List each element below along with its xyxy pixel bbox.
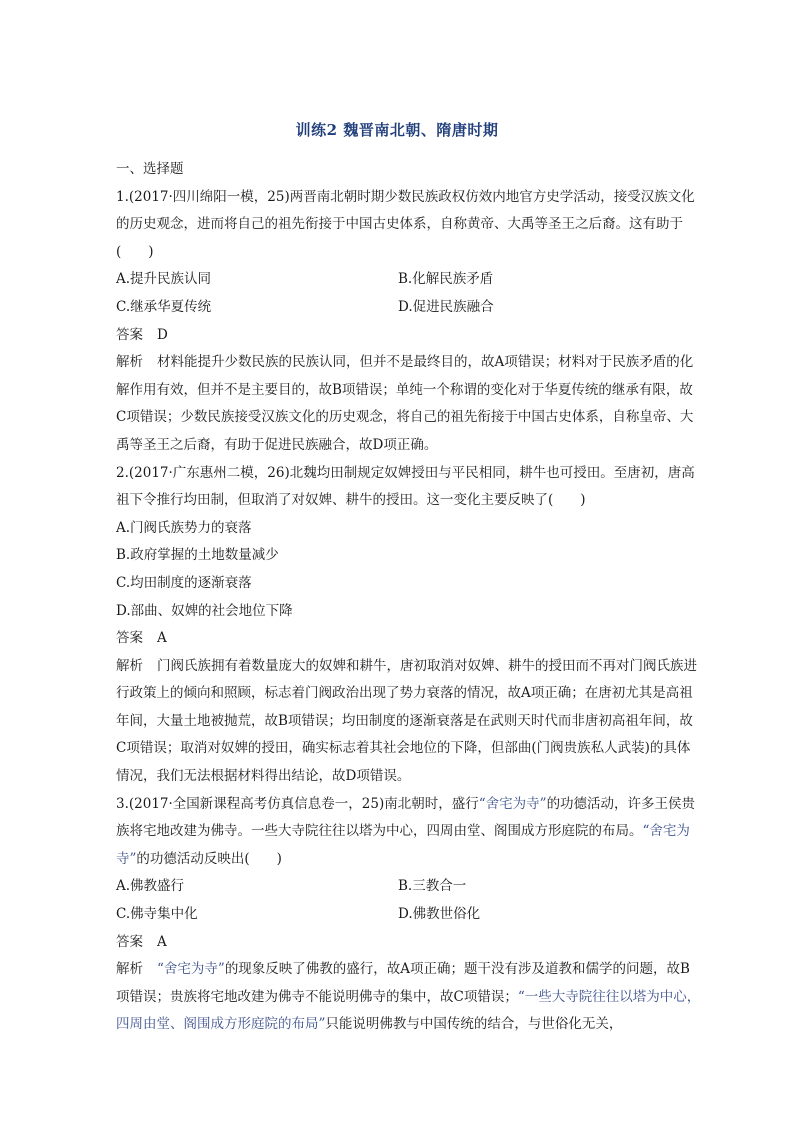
- quoted-passage: “一些大寺院往往以塔为中心，四周由堂、阁围成方形庭院的布局”: [116, 988, 701, 1033]
- answer-value: A: [157, 630, 167, 647]
- question-2-analysis: [116, 653, 701, 791]
- answer-value: A: [157, 933, 167, 950]
- question-1-analysis: [116, 349, 701, 459]
- question-2-answer: [116, 625, 701, 653]
- analysis-text: 材料能提升少数民族的民族认同，但并不是最终目的，故A项错误；材料对于民族矛盾的化解作用有效，但并不是主要目的，故B项错误；单纯一个称谓的变化对于华夏传统的继承有限，故C项错误；少数民族接受汉族文化的历史观念，将自己的祖先衔接于中国古史体系，自称皇帝、大禹等圣王之后裔，有助于促进民族融合，故D项正确。: [116, 354, 694, 453]
- option-d: D.佛教世俗化: [398, 906, 481, 923]
- answer-label: 答案: [116, 630, 143, 647]
- option-b: B.政府掌握的土地数量减少: [116, 547, 279, 564]
- question-3-analysis: [116, 956, 701, 1039]
- question-1-options-row-1: [116, 266, 701, 294]
- option-a: A.提升民族认同: [116, 271, 212, 288]
- quoted-term: “舍宅为寺”: [478, 795, 547, 812]
- quoted-term: “舍宅为寺”: [157, 961, 225, 978]
- question-3-options-row-1: [116, 873, 701, 901]
- question-2-stem: 2.(2017·广东惠州二模，26)北魏均田制规定奴婢授田与平民相同，耕牛也可授田。至唐初，唐高祖下令推行均田制，但取消了对奴婢、耕牛的授田。这一变化主要反映了( ): [116, 464, 695, 509]
- stem-part: 的功德活动反映出( ): [136, 850, 282, 867]
- option-b: B.三教合一: [398, 878, 467, 895]
- stem-part: 的功德活动，许多王侯贵族将宅地改建为佛寺。一些大寺院往往以塔为中心，四周由堂、阁围成方形庭院的布局。: [116, 795, 696, 840]
- page-title: 训练2 魏晋南北朝、隋唐时期: [295, 121, 499, 139]
- option-c: C.继承华夏传统: [116, 298, 212, 315]
- quoted-term: “舍宅为寺”: [116, 823, 690, 867]
- answer-value: D: [157, 326, 168, 343]
- answer-label: 答案: [116, 326, 143, 343]
- option-a: A.佛教盛行: [116, 878, 185, 895]
- question-3-options-row-2: [116, 901, 701, 929]
- question-1-stem: 1.(2017·四川绵阳一模，25)两晋南北朝时期少数民族政权仿效内地官方史学活动，接受汉族文化的历史观念，进而将自己的祖先衔接于中国古史体系，自称黄帝、大禹等圣王之后裔。这有助于( ): [116, 188, 695, 260]
- section-heading: 一、选择题: [116, 161, 184, 177]
- option-c: C.均田制度的逐渐衰落: [116, 574, 252, 591]
- option-c: C.佛寺集中化: [116, 906, 198, 923]
- option-d: D.促进民族融合: [398, 298, 494, 315]
- answer-label: 答案: [116, 933, 143, 950]
- analysis-label: 解析: [116, 961, 143, 978]
- analysis-label: 解析: [116, 354, 143, 371]
- question-1-answer: [116, 322, 701, 350]
- question-1-options-row-2: [116, 294, 701, 322]
- stem-part: 3.(2017·全国新课程高考仿真信息卷一，25)南北朝时，盛行: [116, 795, 479, 812]
- question-3-stem: [116, 791, 701, 874]
- analysis-text: 的现象反映了佛教的盛行，故A项正确；题干没有涉及道教和儒学的问题，故B项错误；贵族将宅地改建为佛寺不能说明佛寺的集中，故C项错误；: [116, 961, 690, 1005]
- option-d: D.部曲、奴婢的社会地位下降: [116, 602, 293, 619]
- question-3-answer: [116, 929, 701, 957]
- analysis-text: 门阀氏族拥有着数量庞大的奴婢和耕牛，唐初取消对奴婢、耕牛的授田而不再对门阀氏族进行政策上的倾向和照顾，标志着门阀政治出现了势力衰落的情况，故A项正确；在唐初尤其是高祖年间，大量土地被抛荒，故B项错误；均田制度的逐渐衰落是在武则天时代而非唐初高祖年间，故C项错误；取消对奴婢的授田，确实标志着其社会地位的下降，但部曲(门阀贵族私人武装)的具体情况，我们无法根据材料得出结论，故D项错误。: [116, 657, 697, 785]
- option-a: A.门阀氏族势力的衰落: [116, 519, 252, 536]
- analysis-label: 解析: [116, 657, 143, 674]
- analysis-text: 只能说明佛教与中国传统的结合，与世俗化无关，: [325, 1016, 623, 1033]
- document-body: [116, 156, 701, 1039]
- option-b: B.化解民族矛盾: [398, 271, 494, 288]
